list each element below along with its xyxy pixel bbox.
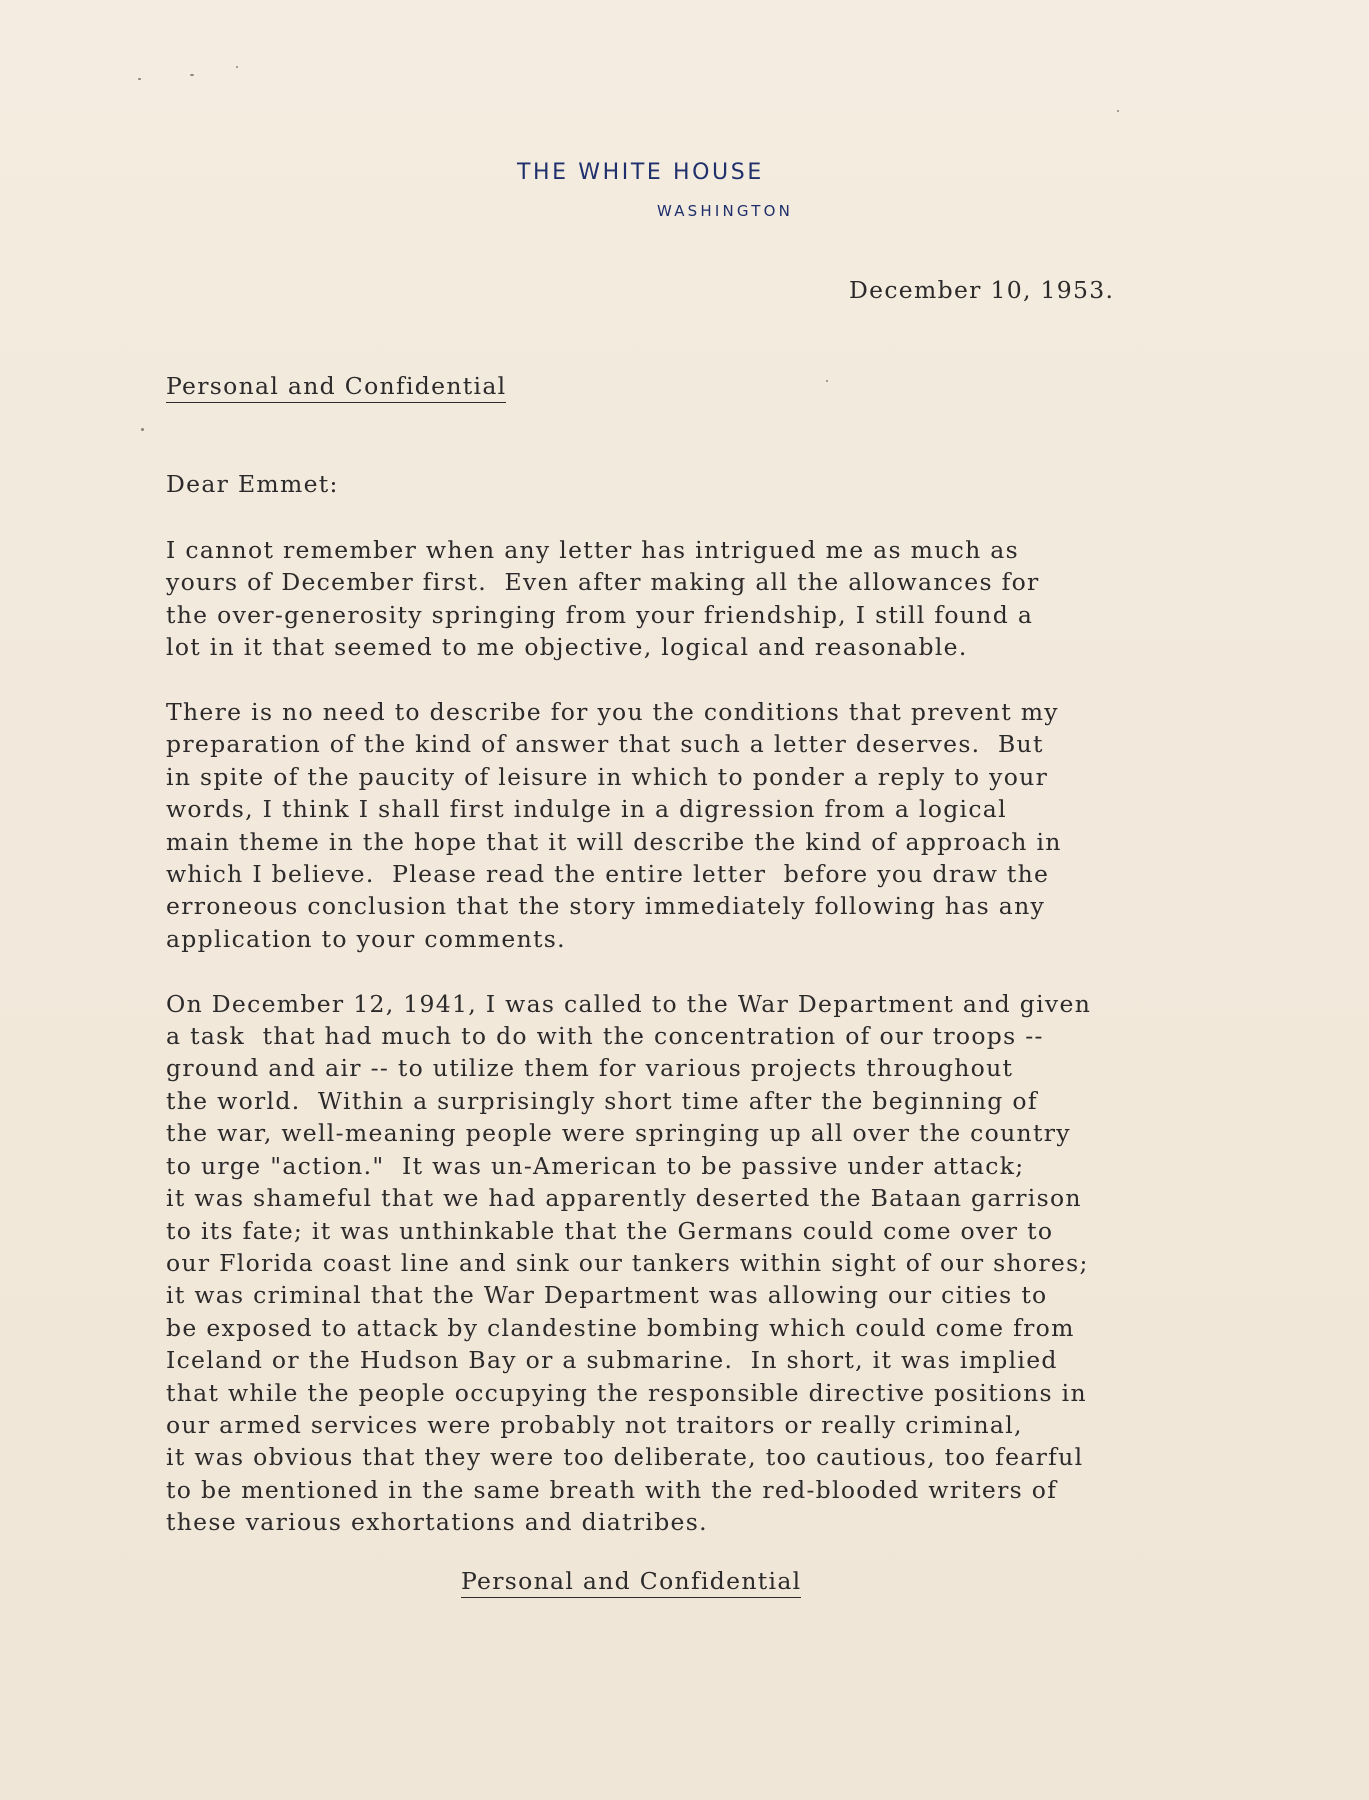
paper-speck [141,428,144,431]
salutation: Dear Emmet: [166,470,339,498]
text-line: There is no need to describe for you the conditions that prevent my [166,698,1059,727]
text-line: Iceland or the Hudson Bay or a submarine. In short, it was implied [166,1346,1058,1375]
body-paragraph [166,696,1186,955]
text-line: yours of December first. Even after making all the allowances for [166,568,1040,597]
paper-speck [1117,110,1119,112]
paper-speck [138,78,141,80]
confidential-footer [461,1567,801,1595]
text-line: words, I think I shall first indulge in a digression from a logical [166,795,1007,824]
confidential-footer-text: Personal and Confidential [461,1567,801,1598]
text-line: to its fate; it was unthinkable that the Germans could come over to [166,1216,1054,1245]
text-line: main theme in the hope that it will describe the kind of approach in [166,827,1062,856]
text-line: lot in it that seemed to me objective, logical and reasonable. [166,633,968,662]
text-line: application to your comments. [166,924,566,953]
text-line: which I believe. Please read the entire letter before you draw the [166,860,1050,889]
text-line: On December 12, 1941, I was called to the War Department and given [166,989,1092,1018]
text-line: that while the people occupying the responsible directive positions in [166,1378,1087,1407]
text-line: our Florida coast line and sink our tankers within sight of our shores; [166,1248,1089,1277]
text-line: our armed services were probably not traitors or really criminal, [166,1410,1023,1439]
text-line: the over-generosity springing from your friendship, I still found a [166,600,1034,629]
text-line: these various exhortations and diatribes. [166,1508,708,1537]
text-line: I cannot remember when any letter has intrigued me as much as [166,536,1019,564]
text-line: in spite of the paucity of leisure in which to ponder a reply to your [166,762,1049,791]
text-line: it was shameful that we had apparently deserted the Bataan garrison [166,1184,1082,1213]
text-line: be exposed to attack by clandestine bombing which could come from [166,1313,1075,1342]
letter-date: December 10, 1953. [849,276,1115,304]
confidential-heading-text: Personal and Confidential [166,372,506,403]
paper-speck [236,66,238,68]
text-line: to be mentioned in the same breath with the red-blooded writers of [166,1475,1058,1504]
text-line: preparation of the kind of answer that such a letter deserves. But [166,730,1044,759]
paper-speck [190,74,194,76]
letterhead-title: THE WHITE HOUSE [517,160,764,185]
letter-body [166,534,1186,1571]
text-line: erroneous conclusion that the story immediately following has any [166,892,1046,921]
text-line: it was obvious that they were too deliberate, too cautious, too fearful [166,1443,1084,1472]
text-line: the war, well-meaning people were springing up all over the country [166,1119,1071,1148]
paper-speck [826,380,828,382]
text-line: a task that had much to do with the concentration of our troops -- [166,1022,1044,1051]
confidential-heading [166,372,506,400]
letterhead-subtitle: WASHINGTON [657,202,793,220]
text-line: ground and air -- to utilize them for various projects throughout [166,1054,1014,1083]
body-paragraph [166,988,1186,1539]
text-line: it was criminal that the War Department was allowing our cities to [166,1281,1048,1310]
body-paragraph [166,534,1186,664]
text-line: to urge "action." It was un-American to be passive under attack; [166,1151,1025,1180]
text-line: the world. Within a surprisingly short time after the beginning of [166,1086,1038,1115]
